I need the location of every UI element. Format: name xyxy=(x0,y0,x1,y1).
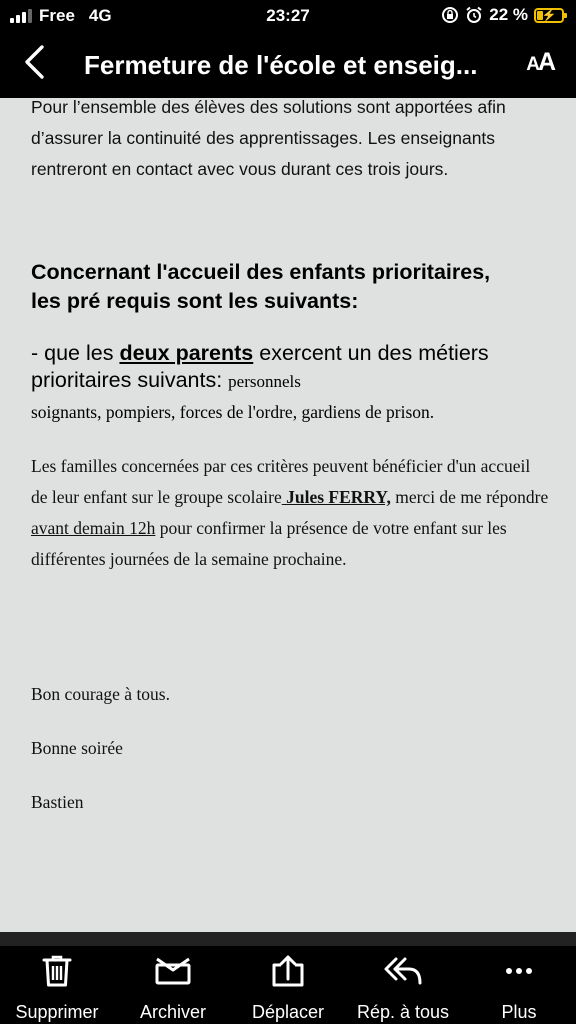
intro-paragraph xyxy=(31,98,561,185)
status-right xyxy=(441,5,564,25)
nav-bar xyxy=(0,32,576,98)
status-left xyxy=(10,6,112,26)
move-label: Déplacer xyxy=(251,1002,325,1022)
req-emphasis: deux parents xyxy=(119,341,254,365)
more-button[interactable] xyxy=(462,952,576,1023)
priority-heading xyxy=(31,258,551,316)
trash-icon xyxy=(42,954,72,988)
req-prefix: - que les xyxy=(31,341,120,365)
text-size-icon: A xyxy=(526,54,538,75)
archive-button[interactable] xyxy=(116,952,230,1023)
intro-line: Pour l’ensemble des élèves des solutions sont apportées afin xyxy=(31,98,506,117)
move-button[interactable] xyxy=(231,952,345,1023)
battery-percent: 22 % xyxy=(489,5,528,24)
text-size-icon-large: A xyxy=(537,48,554,76)
email-body[interactable] xyxy=(0,98,576,932)
heading-line: les pré requis sont les suivants: xyxy=(31,289,359,313)
req-small: personnels xyxy=(228,372,301,391)
requirement-paragraph xyxy=(31,340,551,426)
families-text-1: Les familles concernées par ces critères peuvent bénéficier d'un accueil de leur enfant sur le groupe scolaire xyxy=(31,456,531,507)
archive-icon xyxy=(154,956,192,986)
back-button[interactable] xyxy=(14,40,54,84)
deadline-text: avant demain 12h xyxy=(31,518,156,538)
text-size-button[interactable] xyxy=(526,48,554,77)
reply-all-button[interactable] xyxy=(346,952,460,1023)
orientation-lock-icon xyxy=(441,6,459,24)
delete-button[interactable] xyxy=(0,952,114,1023)
intro-line: d’assurer la continuité des apprentissages. Les enseignants xyxy=(31,128,496,148)
battery-icon: ⚡ xyxy=(534,8,564,23)
families-paragraph xyxy=(31,451,551,575)
status-time: 23:27 xyxy=(266,6,310,25)
email-subject-title: Fermeture de l'école et enseig... xyxy=(84,50,478,80)
closing-courage: Bon courage à tous. xyxy=(31,684,170,704)
intro-line: rentreront en contact avec vous durant ces trois jours. xyxy=(31,159,449,179)
chevron-left-icon xyxy=(23,44,45,80)
alarm-icon xyxy=(465,6,483,24)
archive-label: Archiver xyxy=(139,1002,206,1022)
req-line2: soignants, pompiers, forces de l'ordre, gardiens de prison. xyxy=(31,402,435,422)
closing-evening: Bonne soirée xyxy=(31,738,123,758)
status-bar xyxy=(0,0,576,32)
move-folder-icon xyxy=(270,953,306,989)
delete-label: Supprimer xyxy=(15,1002,99,1022)
req-mid: exercent un des métiers prioritaires suivants: xyxy=(31,341,489,392)
school-name: Jules FERRY, xyxy=(281,487,391,507)
signature: Bastien xyxy=(31,792,84,812)
families-text-3: pour confirmer la présence de votre enfant sur les différentes journées de la semaine prochaine. xyxy=(31,518,507,569)
heading-line: Concernant l'accueil des enfants prioritaires, xyxy=(31,260,491,284)
more-icon xyxy=(504,966,534,976)
bottom-toolbar xyxy=(0,932,576,1024)
more-label: Plus xyxy=(501,1002,537,1022)
reply-all-icon xyxy=(383,956,423,986)
reply-all-label: Rép. à tous xyxy=(356,1002,450,1022)
carrier-name: Free xyxy=(39,6,75,25)
families-text-2: merci de me répondre xyxy=(390,487,549,507)
network-type: 4G xyxy=(88,6,112,25)
signal-icon xyxy=(10,9,32,23)
